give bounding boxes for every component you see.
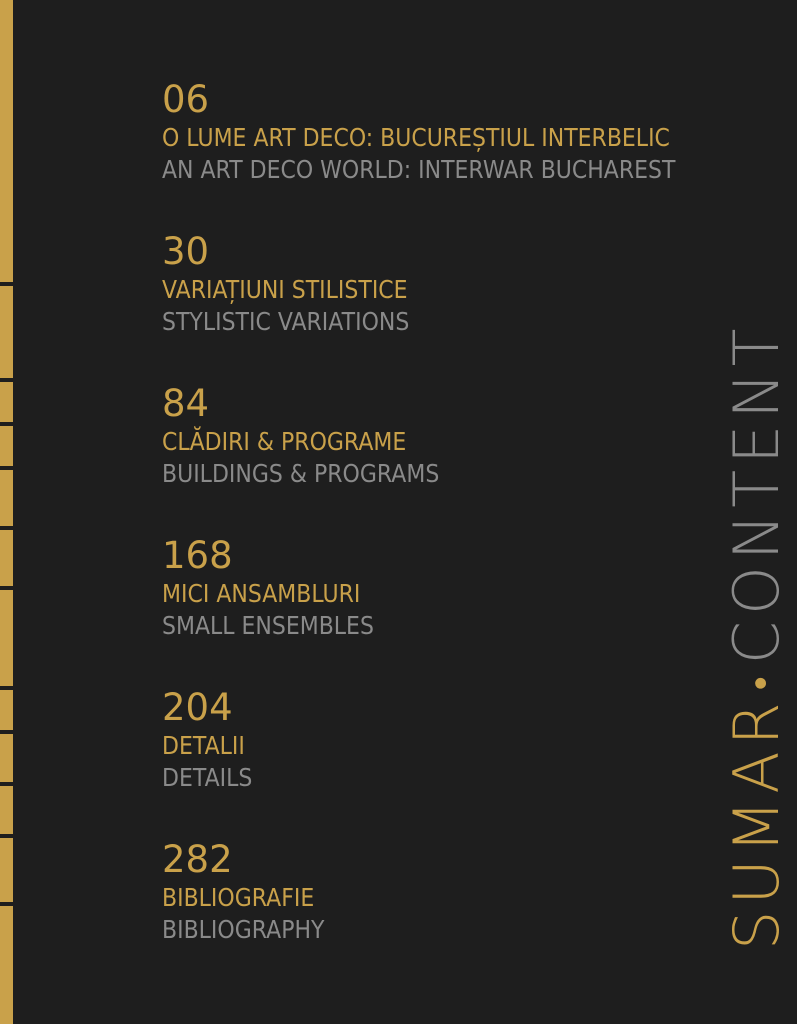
bar-notch — [0, 526, 13, 530]
toc-title-en: AN ART DECO WORLD: INTERWAR BUCHAREST — [162, 155, 676, 184]
toc-entry[interactable] — [162, 536, 403, 642]
toc-entry[interactable] — [162, 688, 265, 794]
toc-page-number: 168 — [162, 534, 233, 577]
toc-page-number: 204 — [162, 686, 233, 729]
toc-title-ro: BIBLIOGRAFIE — [162, 883, 315, 912]
toc-title-en: BUILDINGS & PROGRAMS — [162, 459, 440, 488]
title-separator: • — [738, 670, 784, 691]
toc-title-ro: MICI ANSAMBLURI — [162, 579, 361, 608]
toc-title-ro: VARIAȚIUNI STILISTICE — [162, 275, 408, 304]
toc-title-ro: CLĂDIRI & PROGRAME — [162, 427, 407, 456]
bar-notch — [0, 282, 13, 286]
title-content: CONTENT — [720, 322, 793, 665]
bar-notch — [0, 466, 13, 470]
toc-title-ro: DETALII — [162, 731, 245, 760]
bar-notch — [0, 834, 13, 838]
bar-notch — [0, 586, 13, 590]
toc-entry[interactable] — [162, 840, 347, 946]
toc-page-number: 06 — [162, 78, 210, 121]
toc-title-en: SMALL ENSEMBLES — [162, 611, 374, 640]
toc-entry[interactable] — [162, 80, 745, 186]
toc-page-number: 282 — [162, 838, 233, 881]
bar-notch — [0, 686, 13, 690]
toc-title-en: STYLISTIC VARIATIONS — [162, 307, 410, 336]
toc-title-ro: O LUME ART DECO: BUCUREȘTIUL INTERBELIC — [162, 123, 670, 152]
title-sumar: SUMAR — [720, 696, 793, 950]
bar-notch — [0, 378, 13, 382]
toc-page-number: 30 — [162, 230, 210, 273]
bar-notch — [0, 902, 13, 906]
toc-title-en: BIBLIOGRAPHY — [162, 915, 325, 944]
toc-entry[interactable] — [162, 232, 443, 338]
vertical-section-title — [720, 322, 793, 950]
bar-notch — [0, 730, 13, 734]
toc-page-number: 84 — [162, 382, 210, 425]
bar-notch — [0, 422, 13, 426]
toc-entry[interactable] — [162, 384, 477, 490]
bar-notch — [0, 782, 13, 786]
toc-title-en: DETAILS — [162, 763, 253, 792]
gold-side-bar — [0, 0, 13, 1024]
